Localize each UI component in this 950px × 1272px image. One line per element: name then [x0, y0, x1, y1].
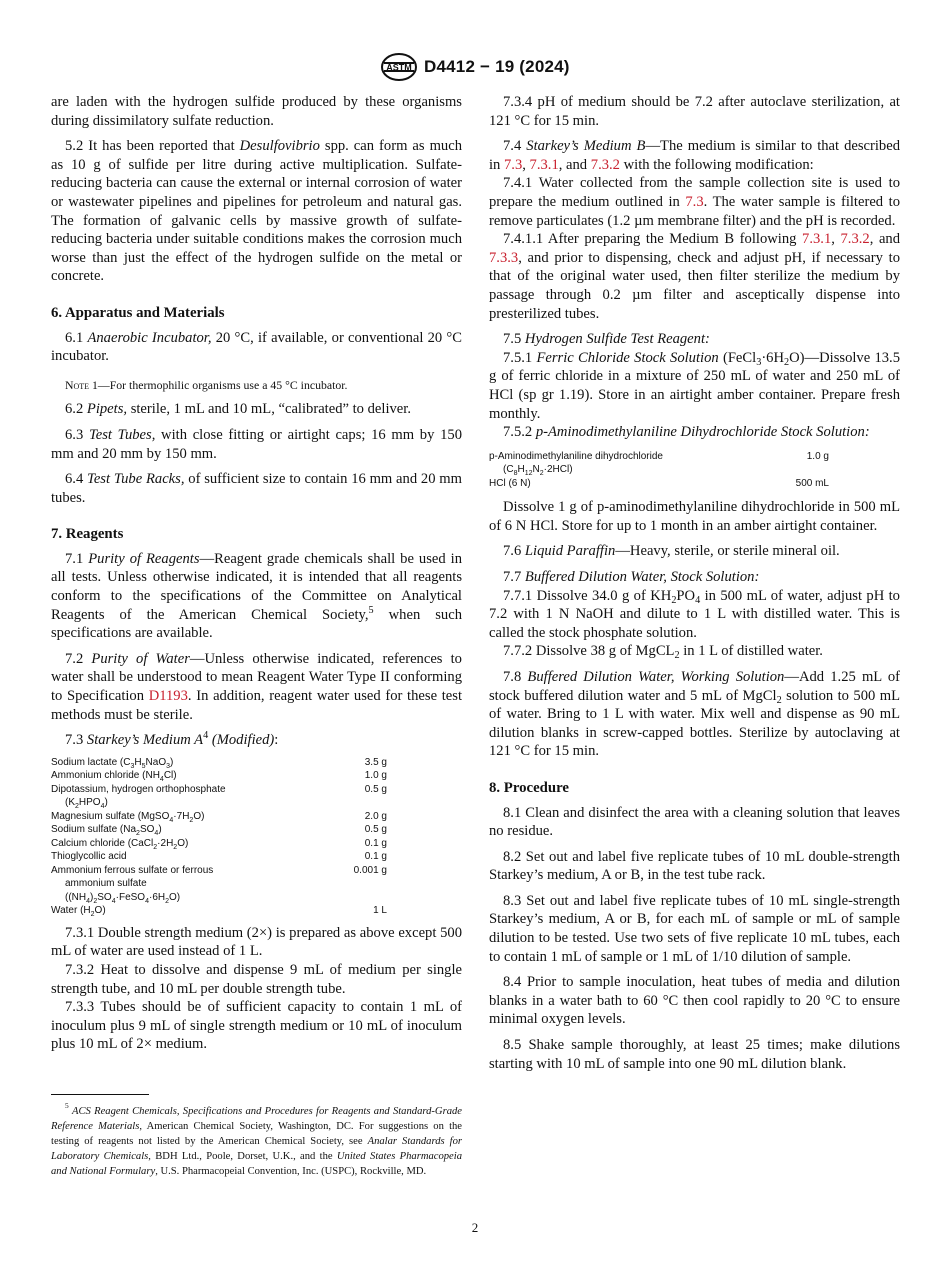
paragraph-7-5-2: 7.5.2 p-Aminodimethylaniline Dihydrochloride Stock Solution: — [503, 424, 870, 441]
paragraph-7-3-1: 7.3.1 Double strength medium (2×) is prepared as above except 500 mL of water are used instead of 1 L. — [51, 924, 462, 960]
paragraph-7-1: 7.1 Purity of Reagents—Reagent grade chemicals shall be used in all tests. Unless otherwise indicated, it is intended that all reagents conform to the specifications of the Committee on Analytical Reagents of the American Chemical Society,$^5$ when such specifications are available. — [51, 550, 462, 642]
table-row: Sodium sulfate $(Na_2SO_4)$ 0.5 g — [51, 824, 387, 838]
paragraph-7-4-1-1: 7.4.1.1 After preparing the Medium B following 7.3.1, 7.3.2, and 7.3.3, and prior to dispensing, check and adjust pH, if necessary to that of the original water used, then filter sterilize the medium by passage through 0.2 µm filter and asceptically dispense into presterilized tubes. — [489, 231, 901, 322]
paragraph-8-1: 8.1 Clean and disinfect the area with a cleaning solution that leaves no residue. — [489, 804, 900, 840]
paragraph-7-7: 7.7 Buffered Dilution Water, Stock Solution: — [503, 568, 760, 585]
link-7-3-1[interactable]: 7.3.1 — [802, 231, 832, 248]
table-row: $(C_8H_{12}N_2\cdot 2HCl)$ — [503, 464, 573, 478]
note-1: Note 1—For thermophilic organisms use a 45 °C incubator. — [65, 377, 348, 392]
table-row: Ammonium chloride $(NH_4Cl)$ 1.0 g — [51, 770, 387, 784]
paragraph-7-7-2: 7.7.2 Dissolve 38 g of MgCL$_2$ in 1 L of distilled water. — [503, 643, 823, 662]
left-column — [51, 93, 462, 1054]
link-7-3[interactable]: 7.3 — [685, 193, 704, 210]
page-header — [0, 50, 950, 86]
svg-text:ASTM: ASTM — [386, 62, 412, 73]
paragraph-6-4: 6.4 Test Tube Racks, of sufficient size to contain 16 mm and 20 mm tubes. — [51, 471, 462, 506]
paragraph-8-2: 8.2 Set out and label five replicate tubes of 10 mL double-strength Starkey’s medium, A or B, in the test tube rack. — [489, 848, 900, 884]
footnote-divider — [51, 1094, 149, 1095]
table-row: $((NH_4)_2SO_4\cdot FeSO_4\cdot 6H_2O)$ — [65, 891, 181, 905]
table-row: Dipotassium, hydrogen orthophosphate 0.5 g — [51, 783, 387, 795]
table-row: Sodium lactate $(C_3H_5NaO_3)$ 3.5 g — [51, 756, 387, 770]
section-heading-6: 6. Apparatus and Materials — [51, 304, 225, 321]
table-row: Water $(H_2O)$ 1 L — [51, 905, 387, 919]
table-row: HCl (6 N) 500 mL — [489, 477, 829, 489]
section-heading-8: 8. Procedure — [489, 779, 569, 796]
paragraph-7-7-1: 7.7.1 Dissolve 34.0 g of $KH_2PO_4$ in 500 mL of water, adjust pH to 7.2 with 1 N NaOH and dilute to 1 L with distilled water. This is called the stock phosphate solution. — [489, 587, 900, 641]
paragraph-dissolve: Dissolve 1 g of p-aminodimethylaniline dihydrochloride in 500 mL of 6 N HCl. Store for up to 1 month in an amber airtight container. — [489, 499, 900, 534]
right-column — [489, 93, 900, 1080]
paragraph-7-3-4: 7.3.4 pH of medium should be 7.2 after autoclave sterilization, at 121 °C for 15 min. — [489, 94, 900, 129]
table-row: Thioglycollic acid 0.1 g — [51, 851, 387, 863]
link-7-3-1[interactable]: 7.3.1 — [529, 156, 559, 173]
link-d1193[interactable]: D1193 — [148, 688, 188, 705]
table-row: p-Aminodimethylaniline dihydrochloride 1.0 g — [489, 450, 829, 462]
paragraph-7-6: 7.6 Liquid Paraffin—Heavy, sterile, or sterile mineral oil. — [503, 543, 840, 560]
table-row: Calcium chloride $(CaCl_2\cdot 2H_2O)$ 0.1 g — [51, 837, 387, 851]
paragraph-8-4: 8.4 Prior to sample inoculation, heat tubes of media and dilution blanks in a water bath to 60 °C then cool rapidly to 20 °C to ensure minimal oxygen levels. — [489, 974, 900, 1028]
aminodimethylaniline-table — [489, 450, 900, 491]
table-row: $(K_2HPO_4)$ — [65, 797, 108, 811]
table-row: ammonium sulfate — [65, 878, 147, 890]
paragraph-continuation: are laden with the hydrogen sulfide produced by these organisms during dissimilatory sulfate reduction. — [51, 94, 462, 129]
paragraph-8-3: 8.3 Set out and label five replicate tubes of 10 mL single-strength Starkey’s medium, A or B, for each mL of sample or mL of sample dilution to be tested. Use two sets of five replicate 10 mL tubes, each to contain 1 mL of sample or 1 mL of 1/10 dilution of sample. — [489, 892, 900, 965]
paragraph-6-1: 6.1 Anaerobic Incubator, 20 °C, if available, or conventional 20 °C incubator. — [51, 329, 462, 365]
table-row: Ammonium ferrous sulfate or ferrous 0.001 g — [51, 864, 387, 876]
paragraph-7-5-1: 7.5.1 Ferric Chloride Stock Solution $(FeCl_3\cdot 6H_2O)—Dissolve$ 13.5 g of ferric chloride in a mixture of 250 mL of water and 250 mL of HCl (sp gr 1.19). Store in an airtight amber container. Prepare fresh monthly. — [489, 349, 901, 422]
paragraph-8-5: 8.5 Shake sample thoroughly, at least 25 times; make dilutions starting with 10 mL of sample into one 90 mL dilution blank. — [489, 1037, 900, 1072]
link-7-3-3[interactable]: 7.3.3 — [489, 249, 519, 266]
paragraph-7-8: 7.8 Buffered Dilution Water, Working Solution—Add 1.25 mL of stock buffered dilution water and 5 mL of MgCl$_2$ solution to 500 mL of water. Bring to 1 L with water. Mix well and dispense as 90 mL dilution blanks in screw-capped bottles. Sterilize by autoclaving at 121 °C for 15 min. — [489, 668, 900, 760]
paragraph-7-3: 7.3 Starkey’s Medium $A^4$ (Modified): — [65, 730, 279, 749]
paragraph-7-5: 7.5 Hydrogen Sulfide Test Reagent: — [503, 331, 710, 348]
paragraph-7-2: 7.2 Purity of Water—Unless otherwise indicated, references to water shall be understood to mean Reagent Water Type II conforming to Specification D1193. In addition, reagent water used for these test methods must be sterile. — [51, 650, 462, 723]
paragraph-7-3-3: 7.3.3 Tubes should be of sufficient capacity to contain 1 mL of inoculum plus 9 mL of single strength medium or 10 mL of inoculum plus 10 mL of 2× medium. — [51, 999, 462, 1053]
link-7-3-2[interactable]: 7.3.2 — [590, 156, 620, 173]
paragraph-5-2: 5.2 It has been reported that Desulfovibrio spp. can form as much as 10 g of sulfide per litre during active multiplication. Sulfate-reducing bacteria can cause the external or internal corrosion of water or wastewater pipelines and pipelines for petroleum and natural gas. The formation of galvanic cells by massive growth of sulfate-reducing bacteria under suitable conditions makes the corrosion much worse than just the effect of the hydrogen sulfide on the metal or concrete. — [51, 138, 462, 285]
document-id: D4412 − 19 (2024) — [424, 57, 570, 76]
table-row: Magnesium sulfate $(MgSO_4\cdot 7H_2O)$ 2.0 g — [51, 810, 387, 824]
link-7-3-2[interactable]: 7.3.2 — [840, 231, 870, 248]
page-number: 2 — [471, 1220, 479, 1235]
paragraph-6-2: 6.2 Pipets, sterile, 1 mL and 10 mL, “calibrated” to deliver. — [65, 401, 411, 418]
footnote-5: $^5$ ACS Reagent Chemicals, Specifications and Procedures for Reagents and Standard-Grade Reference Materials, American Chemical Society, Washington, DC. For suggestions on the testing of reagents not listed by the American Chemical Society, see Analar Standards for Laboratory Chemicals, BDH Ltd., Poole, Dorset, U.K., and the United States Pharmacopeia and National Formulary, U.S. Pharmacopeial Convention, Inc. (USPC), Rockville, MD. — [51, 1101, 463, 1177]
paragraph-7-3-2: 7.3.2 Heat to dissolve and dispense 9 mL of medium per single strength tube, and 10 mL per double strength tube. — [51, 962, 462, 997]
paragraph-7-4: 7.4 Starkey’s Medium B—The medium is similar to that described in 7.3, 7.3.1, and 7.3.2 with the following modification: — [489, 138, 901, 173]
medium-a-table — [51, 756, 393, 918]
astm-logo-icon — [380, 52, 418, 82]
paragraph-6-3: 6.3 Test Tubes, with close fitting or airtight caps; 16 mm by 150 mm and 20 mm by 150 mm. — [51, 426, 462, 462]
link-7-3[interactable]: 7.3 — [504, 156, 523, 173]
paragraph-7-4-1: 7.4.1 Water collected from the sample collection site is used to prepare the medium outlined in 7.3. The water sample is filtered to remove particulates (1.2 µm membrane filter) and the pH is recorded. — [489, 175, 901, 229]
section-heading-7: 7. Reagents — [51, 526, 124, 543]
